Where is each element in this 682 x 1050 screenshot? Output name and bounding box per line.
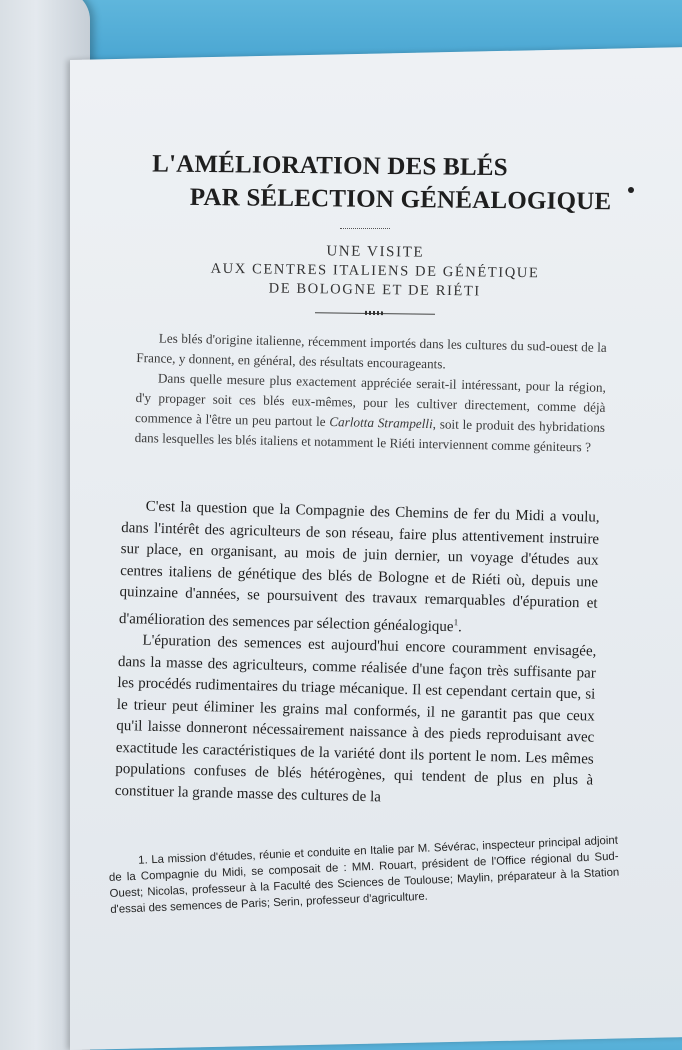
footnote-text: 1. La mission d'études, réunie et conduite en Italie par M. Sévérac, inspecteur principal adjoint de la Compagnie du Midi, se composait de : MM. Rouart, président de l'Office régional du Sud-Ouest; Nicolas, professeur à la Faculté des Sciences de Toulouse; Maylin, préparateur à la Station d'essai des semences de Paris; Serin, professeur d'agriculture. — [108, 834, 620, 916]
body-paragraph-1-end: . — [457, 618, 463, 635]
body-text — [115, 496, 600, 814]
intro-text — [134, 328, 606, 458]
body-paragraph-1 — [119, 496, 600, 642]
subtitle-ornament-rule — [315, 312, 435, 314]
article-title — [152, 147, 633, 218]
footnote — [108, 833, 620, 918]
intro-paragraph-1: Les blés d'origine italienne, récemment importés dans les cultures du sud-ouest de la France, y donnent, en général, des résultats encourageants. — [136, 330, 607, 372]
intro-paragraph-2 — [134, 368, 606, 458]
subtitle-line-2: AUX CENTRES ITALIENS DE GÉNÉTIQUE — [210, 260, 540, 282]
subtitle-line-1: UNE VISITE — [326, 243, 425, 261]
ink-dot — [628, 187, 634, 193]
intro-paragraph-2-end: , soit le produit des hybridations dans lesquelles les blés italiens et notamment le Riéti interviennent comme géniteurs ? — [134, 416, 606, 455]
subtitle-line-3: DE BOLOGNE ET DE RIÉTI — [268, 280, 481, 300]
footnote-reference: 1 — [453, 616, 459, 627]
intro-paragraph-2-start: Dans quelle mesure plus exactement appréciée serait-il intéressant, pour la région, d'y propager soit ces blés eux-mêmes, pour les cultiver directement, comme déjà commence à l'être un peu partout le — [134, 370, 607, 430]
body-paragraph-1-text: C'est la question que la Compagnie des Chemins de fer du Midi a voulu, dans l'intérêt des agriculteurs de son réseau, faire plus attentivement instruire sur place, en organisant, au mois de juin dernier, un voyage d'études aux centres italiens de génétique des blés de Bologne et de Riéti où, depuis une quinzaine d'années, se poursuivent des travaux remarquables d'épuration et d'amélioration des semences par sélection généalogique — [118, 498, 600, 635]
title-line-2: PAR SÉLECTION GÉNÉALOGIQUE — [189, 183, 612, 216]
title-ornament-rule — [340, 228, 390, 229]
article-subtitle — [170, 240, 581, 303]
title-line-1: L'AMÉLIORATION DES BLÉS — [152, 150, 508, 182]
variety-name-italic: Carlotta Strampelli — [329, 414, 433, 432]
body-paragraph-2: L'épuration des semences est aujourd'hui encore couramment envisagée, dans la masse des agriculteurs, comme réalisée d'une façon très suffisante par les procédés rudimentaires du triage mécanique. Il est cependant certain que, si le trieur peut éliminer les grains mal conformés, il ne garantit pas que ceux qu'il laisse donneront nécessairement naissance à des pieds reproduisant avec exactitude les caractéristiques de la variété dont ils portent le nom. Les mêmes populations confuses de blés hétérogènes, qui tendent de plus en plus à constituer la grande masse des cultures de la — [114, 632, 597, 805]
